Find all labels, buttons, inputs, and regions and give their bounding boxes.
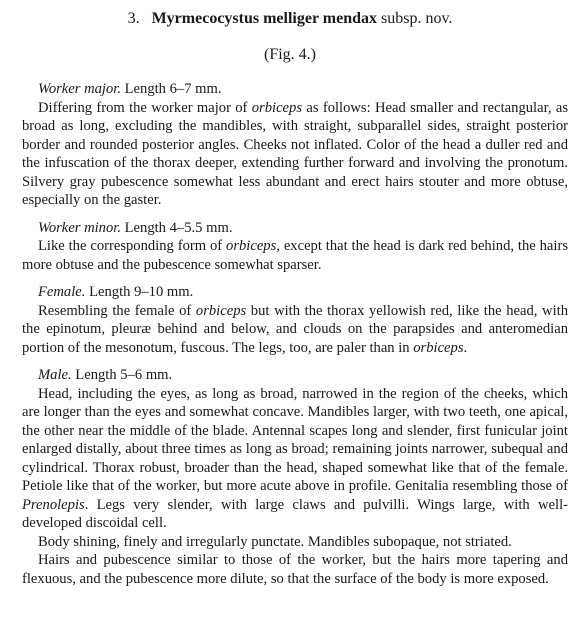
length-label: Length 9–10 mm. [89, 284, 194, 300]
caste-label: Male. [38, 367, 72, 383]
species-ref: orbiceps [226, 238, 277, 254]
section-heading [22, 283, 568, 302]
text-run: , except that the head is dark red behind, the hairs more obtuse and the pubescence somewhat sparser. [22, 238, 568, 273]
species-ref: orbiceps [251, 99, 303, 116]
text-run: Head, including the eyes, as long as broad, narrowed in the region of the cheeks, which are longer than the eyes and somewhat concave. Mandibles larger, with two teeth, one apical, the other near the middle of the blade. Antennal scapes long and slender, first funicular joint enlarged distally, about three times as long as broad; remaining joints narrower, subequal and cylindrical. Thorax robust, broader than the head, shaped somewhat like that of the female. Petiole like that of the worker, but more acute above in profile. Genitalia resembling those of [22, 385, 568, 494]
figure-reference: (Fig. 4.) [264, 46, 316, 63]
genus-ref: Prenolepis [22, 496, 85, 513]
text-run: Like the corresponding form of [38, 238, 227, 254]
description-paragraph [22, 385, 568, 533]
species-ref: orbiceps [413, 339, 464, 356]
section-worker-major [22, 80, 568, 210]
section-heading [22, 80, 568, 99]
text-run: Resembling the female of [38, 302, 196, 319]
text-run: . [463, 339, 468, 356]
description-paragraph [22, 237, 568, 274]
length-label: Length 5–6 mm. [75, 367, 173, 383]
description-paragraph: Body shining, finely and irregularly punctate. Mandibles subopaque, not striated. [38, 533, 512, 550]
description-paragraph [22, 302, 568, 358]
section-worker-minor [22, 219, 568, 275]
species-status: subsp. nov. [381, 10, 453, 27]
caste-label: Female. [38, 284, 86, 300]
text-run: as follows: Head smaller and rectangular, as broad as long, excluding the mandibles, with straight, subparallel sides, straight posterior border and rounded posterior angles. Cheeks not inflated. Color of the head a duller red and the infuscation of the thorax deeper, extending further forward and involving the pronotum. Silvery gray pubescence somewhat less abundant and erect hairs stouter and more obtuse, especially on the gaster. [22, 99, 568, 208]
species-ref: orbiceps [195, 302, 247, 319]
species-number: 3. [127, 10, 140, 27]
section-female [22, 283, 568, 357]
caste-label: Worker minor. [38, 219, 121, 236]
description-body [22, 80, 568, 597]
text-run: but with the thorax yellowish red, like the head, with the epinotum, pleuræ behind and below, and clouds on the parapsides and anteromedian portion of the mesonotum, fuscous. The legs, too, are paler than in [22, 302, 569, 356]
text-run: Differing from the worker major of [38, 99, 252, 116]
length-label: Length 6–7 mm. [124, 81, 222, 97]
description-paragraph [22, 99, 568, 210]
species-heading [0, 10, 580, 28]
description-paragraph: Hairs and pubescence similar to those of the worker, but the hairs more tapering and flexuous, and the pubescence more dilute, so that the surface of the body is more exposed. [22, 552, 568, 587]
section-heading [22, 366, 568, 385]
caste-label: Worker major. [38, 81, 121, 97]
section-male [22, 366, 568, 588]
text-run: . Legs very slender, with large claws and pulvilli. Wings large, with well-developed discoidal cell. [22, 496, 568, 531]
length-label: Length 4–5.5 mm. [124, 219, 233, 236]
section-heading [22, 219, 568, 238]
species-name: Myrmecocystus melliger mendax [151, 10, 377, 27]
